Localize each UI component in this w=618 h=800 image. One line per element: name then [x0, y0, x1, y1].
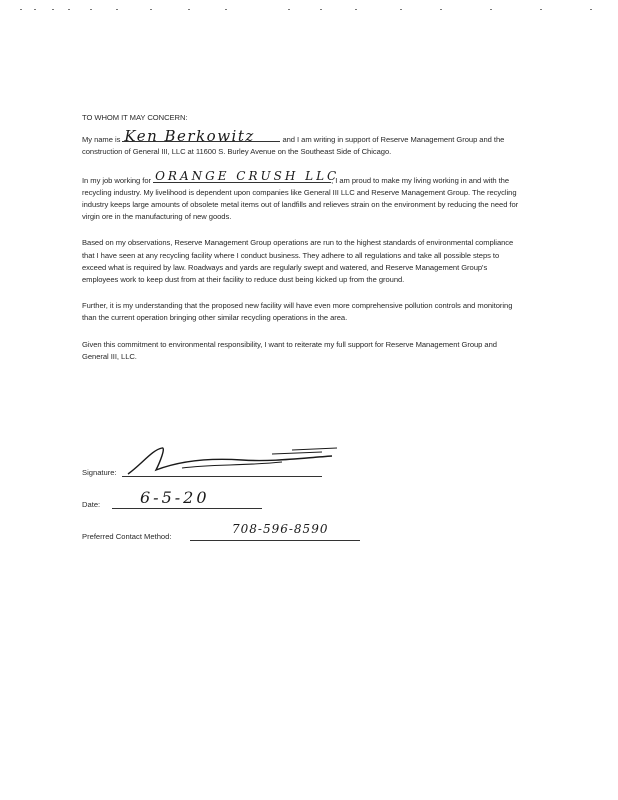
company-field [153, 169, 340, 184]
handwritten-phone: 708-596-8590 [232, 522, 329, 536]
intro-text: and I am writing in support of Reserve Management Group and the construction of General III, LLC at 11600 S. Burley Avenue on the Southeast Side of Chicago. [82, 135, 505, 157]
scan-header-artifacts [20, 6, 595, 14]
paragraph-observations: Based on my observations, Reserve Management Group operations are run to the highest standards of environmental compliance that I have seen at any recycling facility where I conduct business. They adhere to all regulations and take all possible steps to exceed what is required by law. Roadways and yards are regularly swept and watered, and Reserve Management Group's employees work to keep dust from at their facility to reduce dust being kicked up from the ground. [82, 238, 514, 285]
handwritten-name: Ken Berkowitz [124, 127, 255, 145]
date-line [112, 508, 262, 509]
name-field [122, 127, 280, 145]
letter-body [82, 112, 522, 377]
date-label: Date: [82, 500, 101, 509]
handwritten-date: 6-5-20 [140, 488, 210, 507]
paragraph-support: Given this commitment to environmental responsibility, I want to reiterate my full support for Reserve Management Group and General III, LLC. [82, 339, 497, 361]
contact-method-label: Preferred Contact Method: [82, 532, 172, 541]
paragraph-introduction [82, 127, 522, 158]
signature-block [82, 448, 522, 548]
salutation: TO WHOM IT MAY CONCERN: [82, 113, 188, 122]
handwritten-company: ORANGE CRUSH LLC [155, 169, 340, 184]
employer-prefix: In my job working for [82, 175, 152, 185]
intro-prefix: My name is [82, 135, 121, 145]
contact-line [190, 540, 360, 541]
signature-label: Signature: [82, 468, 117, 477]
paragraph-employer [82, 169, 522, 224]
paragraph-future-facility: Further, it is my understanding that the proposed new facility will have even more comprehensive pollution controls and monitoring than the current operation bringing other similar recycling operations in the area. [82, 301, 513, 323]
employer-text: , I am proud to make my living working in and with the recycling industry. My livelihood is dependent upon companies like General III LLC and Reserve Management Group. The recycling industry keeps large amounts of obsolete metal items out of landfills and relieves strain on the environment by reducing the need for virgin ore in the manufacturing of new goods. [82, 175, 519, 222]
